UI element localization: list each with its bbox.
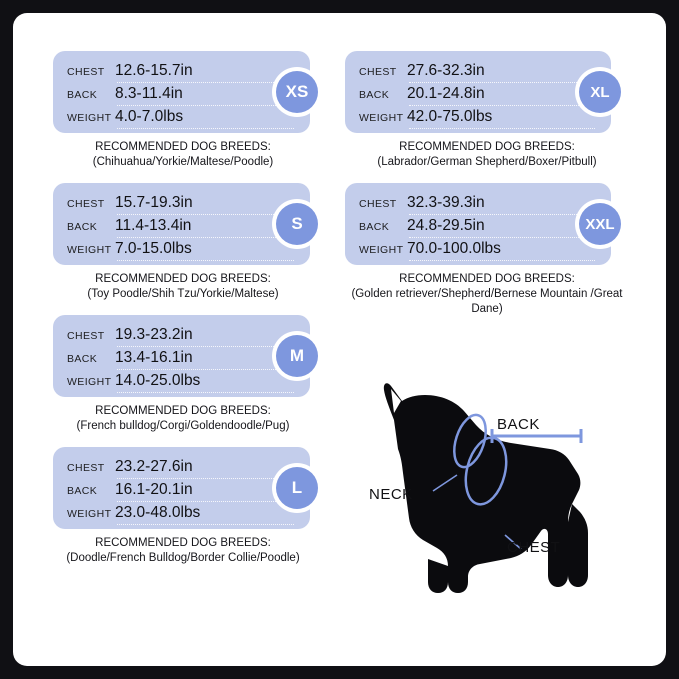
dotted-leader (117, 369, 294, 370)
measure-label: BACK (67, 353, 98, 365)
breeds-title: RECOMMENDED DOG BREEDS: (95, 273, 271, 285)
label-chest: CHEST (507, 539, 561, 556)
breeds-list: (French bulldog/Corgi/Goldendoodle/Pug) (76, 420, 290, 432)
size-badge-m: M (276, 335, 318, 377)
recommended-breeds-xl (345, 140, 629, 170)
recommended-breeds-l (53, 536, 313, 566)
dotted-leader (117, 260, 294, 261)
size-panel-xxl (345, 183, 615, 265)
measure-label: WEIGHT (67, 508, 112, 520)
measure-label: BACK (67, 221, 98, 233)
size-panel-s (53, 183, 310, 265)
size-badge-s: S (276, 203, 318, 245)
size-badge-xxl: XXL (579, 203, 621, 245)
size-column-left (53, 51, 333, 579)
dotted-leader (409, 237, 595, 238)
breeds-list: (Golden retriever/Shepherd/Bernese Mountain /Great Dane) (351, 288, 623, 315)
measure-label: CHEST (359, 66, 397, 78)
label-back: BACK (497, 416, 540, 433)
measure-label: CHEST (67, 462, 105, 474)
measure-row-back (67, 481, 296, 504)
measure-value: 14.0-25.0lbs (115, 372, 201, 389)
measure-row-weight (67, 372, 296, 395)
measure-label: WEIGHT (67, 244, 112, 256)
measure-value: 4.0-7.0lbs (115, 108, 184, 125)
measure-value: 15.7-19.3in (115, 194, 193, 211)
breeds-list: (Labrador/German Shepherd/Boxer/Pitbull) (377, 156, 597, 168)
measure-value: 32.3-39.3in (407, 194, 485, 211)
measure-value: 42.0-75.0lbs (407, 108, 493, 125)
measure-label: BACK (359, 89, 390, 101)
measure-row-weight (67, 504, 296, 527)
breeds-list: (Doodle/French Bulldog/Border Collie/Poodle) (66, 552, 300, 564)
measure-value: 20.1-24.8in (407, 85, 485, 102)
measure-row-chest (359, 194, 597, 217)
size-column-right (345, 51, 635, 330)
breeds-title: RECOMMENDED DOG BREEDS: (95, 141, 271, 153)
measure-value: 8.3-11.4in (115, 85, 183, 102)
dotted-leader (117, 237, 294, 238)
size-panel-xl (345, 51, 611, 133)
breeds-title: RECOMMENDED DOG BREEDS: (95, 537, 271, 549)
measure-label: CHEST (359, 198, 397, 210)
size-badge-l: L (276, 467, 318, 509)
measure-value: 11.4-13.4in (115, 217, 192, 234)
size-block-l (53, 447, 333, 566)
dotted-leader (409, 82, 595, 83)
size-panel-m (53, 315, 310, 397)
size-block-xxl (345, 183, 635, 317)
measure-label: WEIGHT (67, 376, 112, 388)
measure-row-back (67, 217, 296, 240)
breeds-list: (Chihuahua/Yorkie/Maltese/Poodle) (92, 156, 274, 168)
dotted-leader (409, 260, 595, 261)
measure-label: BACK (67, 89, 98, 101)
measure-row-weight (359, 240, 597, 263)
measure-row-chest (359, 62, 597, 85)
breeds-title: RECOMMENDED DOG BREEDS: (399, 141, 575, 153)
measure-row-weight (67, 240, 296, 263)
dotted-leader (409, 128, 595, 129)
measure-label: CHEST (67, 198, 105, 210)
breeds-list: (Toy Poodle/Shih Tzu/Yorkie/Maltese) (87, 288, 279, 300)
measure-value: 23.0-48.0lbs (115, 504, 201, 521)
measure-row-chest (67, 194, 296, 217)
measure-row-back (67, 349, 296, 372)
measure-label: WEIGHT (359, 112, 404, 124)
breeds-title: RECOMMENDED DOG BREEDS: (95, 405, 271, 417)
label-neck: NECK (369, 486, 413, 503)
dotted-leader (117, 128, 294, 129)
measure-value: 27.6-32.3in (407, 62, 485, 79)
measure-value: 23.2-27.6in (115, 458, 193, 475)
dotted-leader (117, 524, 294, 525)
size-panel-l (53, 447, 310, 529)
dotted-leader (117, 214, 294, 215)
measure-row-back (359, 85, 597, 108)
dotted-leader (117, 105, 294, 106)
recommended-breeds-s (53, 272, 313, 302)
dotted-leader (117, 392, 294, 393)
measure-row-chest (67, 62, 296, 85)
measure-row-weight (359, 108, 597, 131)
size-block-xl (345, 51, 635, 170)
dotted-leader (409, 214, 595, 215)
measure-row-weight (67, 108, 296, 131)
measure-label: CHEST (67, 330, 105, 342)
measure-label: BACK (359, 221, 390, 233)
measure-label: WEIGHT (359, 244, 404, 256)
measure-value: 19.3-23.2in (115, 326, 193, 343)
dotted-leader (117, 478, 294, 479)
measure-value: 70.0-100.0lbs (407, 240, 501, 257)
size-badge-xl: XL (579, 71, 621, 113)
size-panel-xs (53, 51, 310, 133)
measure-row-back (359, 217, 597, 240)
size-block-xs (53, 51, 333, 170)
dotted-leader (117, 501, 294, 502)
size-badge-xs: XS (276, 71, 318, 113)
recommended-breeds-xs (53, 140, 313, 170)
dog-measurement-diagram (345, 363, 645, 623)
dotted-leader (409, 105, 595, 106)
recommended-breeds-m (53, 404, 313, 434)
size-block-s (53, 183, 333, 302)
measure-label: WEIGHT (67, 112, 112, 124)
measure-value: 7.0-15.0lbs (115, 240, 192, 257)
measure-value: 12.6-15.7in (115, 62, 193, 79)
measure-row-chest (67, 458, 296, 481)
measure-row-chest (67, 326, 296, 349)
dotted-leader (117, 346, 294, 347)
measure-value: 24.8-29.5in (407, 217, 485, 234)
measure-label: CHEST (67, 66, 105, 78)
measure-row-back (67, 85, 296, 108)
measure-value: 16.1-20.1in (115, 481, 193, 498)
recommended-breeds-xxl (345, 272, 629, 317)
measure-value: 13.4-16.1in (115, 349, 193, 366)
size-chart-card (13, 13, 666, 666)
measure-label: BACK (67, 485, 98, 497)
size-block-m (53, 315, 333, 434)
breeds-title: RECOMMENDED DOG BREEDS: (399, 273, 575, 285)
dotted-leader (117, 82, 294, 83)
